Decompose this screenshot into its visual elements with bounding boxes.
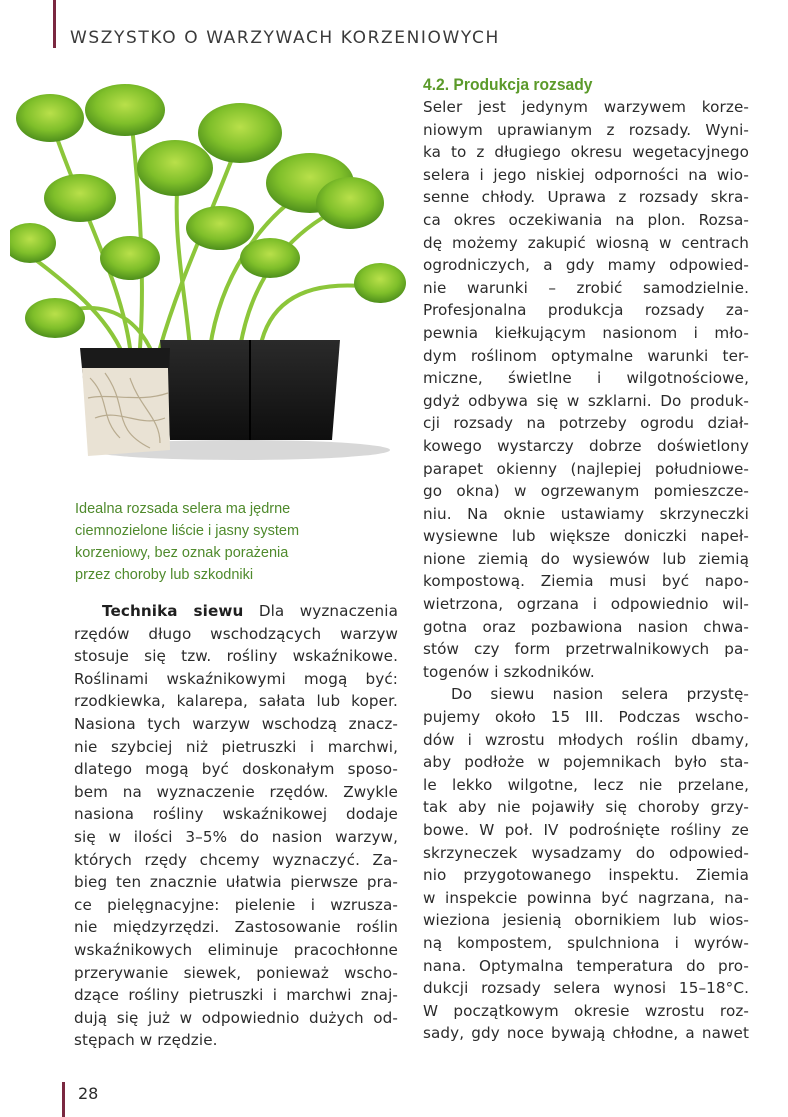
body-line: gotna oraz pozbawiona nasion chwa- xyxy=(423,617,749,636)
body-line: niowym uprawianym z rozsady. Wyni- xyxy=(423,120,749,139)
body-line: stów czy form przetrwalnikowych pa- xyxy=(423,640,749,659)
body-line: ną kompostem, spulchniona i wyrów- xyxy=(423,933,749,952)
body-line: rzędów długo wschodzących warzyw xyxy=(74,624,398,643)
body-line: nie szybciej niż pietruszki i marchwi, xyxy=(74,737,398,756)
body-line: stępach w rzędzie. xyxy=(74,1031,218,1050)
body-line: ca okres oczekiwania na plon. Rozsa- xyxy=(423,210,749,229)
left-column xyxy=(74,600,398,1052)
right-column xyxy=(423,74,749,1045)
body-line: bem na wyznaczenie rzędów. Zwykle xyxy=(74,782,398,801)
body-line: bieg ten znacznie ułatwia pierwsze pra- xyxy=(74,873,398,892)
body-line: dów i wzrostu młodych roślin dbamy, xyxy=(423,730,749,749)
lead-text: Dla wyznaczenia xyxy=(258,602,398,620)
body-line: nie międzyrzędzi. Zastosowanie roślin xyxy=(74,918,398,937)
body-line: nie warunki – zrobić samodzielnie. xyxy=(423,278,749,297)
lead-heading: Technika siewu xyxy=(102,602,244,620)
body-line: Do siewu nasion selera przystę- xyxy=(451,685,749,704)
caption-line: przez choroby lub szkodniki xyxy=(75,567,254,583)
body-line: dym roślinom optymalne warunki ter- xyxy=(423,346,749,365)
body-line: pujemy około 15 III. Podczas wscho- xyxy=(423,708,749,727)
body-line: Seler jest jedynym warzywem korze- xyxy=(423,98,749,116)
body-line: ka to z długiego okresu wegetacyjnego xyxy=(423,143,749,162)
body-line: się w ilości 3–5% do nasion warzyw, xyxy=(74,827,398,846)
page-number: 28 xyxy=(78,1084,99,1103)
body-line: ogrodniczych, a gdy mamy odpowied- xyxy=(423,256,749,275)
caption-line: Idealna rozsada selera ma jędrne xyxy=(75,501,291,517)
section-title: 4.2. Produkcja rozsady xyxy=(423,75,593,94)
body-line: nione ziemią do wysiewów lub ziemią xyxy=(423,549,749,568)
running-head: WSZYSTKO O WARZYWACH KORZENIOWYCH xyxy=(70,28,500,48)
body-line: go okna) w ogrzewanym pomieszcze- xyxy=(423,482,749,501)
body-line: cji rozsady na potrzeby ogrodu dział- xyxy=(423,414,749,433)
body-line: wieziona jesienią obornikiem lub wios- xyxy=(423,911,749,930)
body-line: togenów i szkodników. xyxy=(423,662,595,681)
body-line: aby podłoże w pojemnikach było sta- xyxy=(423,753,749,772)
body-line: selera i jego niskiej odporności na wio- xyxy=(423,165,749,184)
body-line: sady, gdy noce bywają chłodne, a nawet xyxy=(423,1024,749,1043)
body-line: ce pielęgnacyjne: pielenie i wzrusza- xyxy=(74,895,398,914)
body-line: le lekko wilgotne, lecz nie przelane, xyxy=(423,775,749,794)
celery-seedlings-photo xyxy=(10,78,406,476)
figure-caption xyxy=(75,498,375,586)
body-line: miczne, świetlne i wilgotnościowe, xyxy=(423,369,749,388)
body-line: dują się już w odpowiednio dużych od- xyxy=(74,1008,398,1027)
body-line: Roślinami wskaźnikowymi mogą być: xyxy=(74,669,398,688)
body-line: kowego wystarczy dobrze doświetlony xyxy=(423,436,749,455)
body-line: Nasiona tych warzyw wschodzą znacz- xyxy=(74,714,398,733)
body-line: W początkowym okresie wzrostu roz- xyxy=(423,1001,749,1020)
body-line: nasiona rośliny wskaźnikowej dodaje xyxy=(74,805,398,824)
body-line xyxy=(74,600,398,623)
body-line: dę możemy zakupić wiosną w centrach xyxy=(423,233,749,252)
body-line: dukcji rozsady selera wynosi 15–18°C. xyxy=(423,979,749,998)
body-line: gdyż odbywa się w szklarni. Do produk- xyxy=(423,391,749,410)
body-line: wysiewne lub większe doniczki napeł- xyxy=(423,527,749,546)
body-line: nio przygotowanego inspektu. Ziemia xyxy=(423,866,749,885)
header-accent-bar xyxy=(53,0,56,48)
body-line: Profesjonalna produkcja rozsady za- xyxy=(423,301,749,320)
body-line: przerywanie siewek, ponieważ wscho- xyxy=(74,963,398,982)
body-line: dlatego mogą być doskonałym sposo- xyxy=(74,760,398,779)
body-line: senne chłody. Uprawa z rozsady skra- xyxy=(423,188,749,207)
body-line: tak aby nie pojawiły się choroby grzy- xyxy=(423,798,749,817)
body-line: dzące rośliny pietruszki i marchwi znaj- xyxy=(74,986,398,1005)
body-line: kompostową. Ziemia musi być napo- xyxy=(423,572,749,591)
body-line: bowe. W poł. IV podrośnięte rośliny ze xyxy=(423,821,749,839)
body-line: w inspekcie powinna być nagrzana, na- xyxy=(423,888,749,907)
body-line: pewnia kiełkującym nasionom i mło- xyxy=(423,323,749,342)
body-line: nana. Optymalna temperatura do pro- xyxy=(423,956,749,975)
body-line: wskaźnikowych eliminuje pracochłonne xyxy=(74,940,398,959)
footer-accent-bar xyxy=(62,1082,65,1117)
caption-line: korzeniowy, bez oznak porażenia xyxy=(75,545,289,561)
body-line: niu. Na oknie ustawiamy skrzyneczki xyxy=(423,504,749,523)
body-line: których rzędy chcemy wyznaczyć. Za- xyxy=(74,850,398,869)
body-line: parapet okienny (najlepiej południowe- xyxy=(423,459,749,478)
body-line: rzodkiewka, kalarepa, sałata lub koper. xyxy=(74,692,398,711)
body-line: wietrzona, ogrzana i odpowiednio wil- xyxy=(423,595,749,614)
body-line: stosuje się tzw. rośliny wskaźnikowe. xyxy=(74,647,398,666)
caption-line: ciemnozielone liście i jasny system xyxy=(75,523,300,539)
body-line: skrzyneczek wysadzamy do odpowied- xyxy=(423,843,749,862)
